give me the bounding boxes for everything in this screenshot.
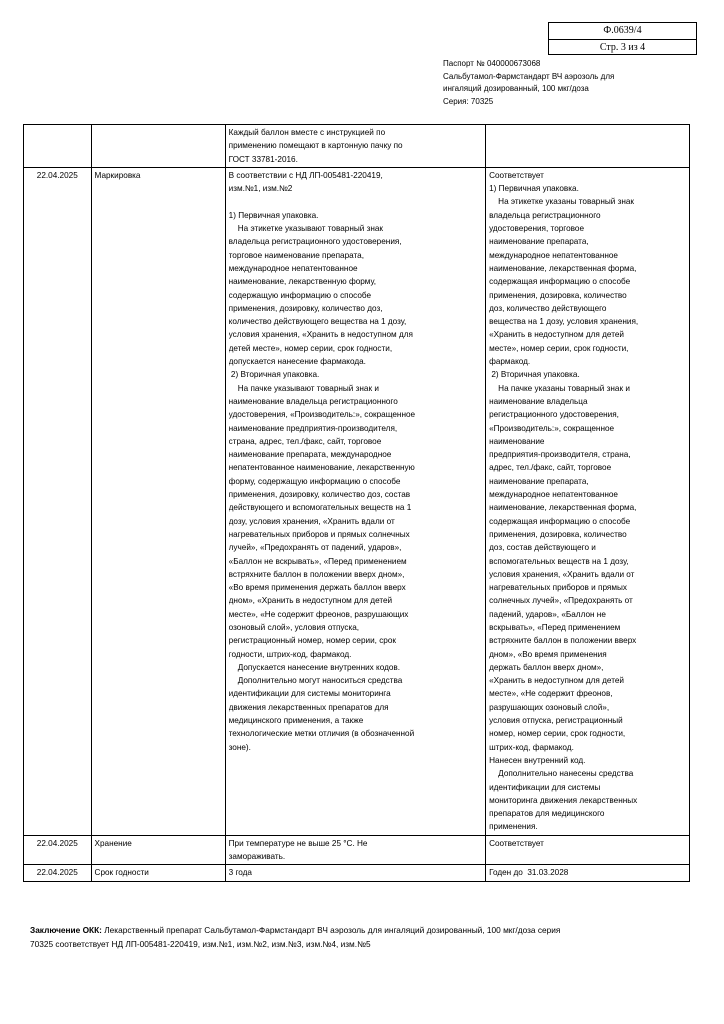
- requirement-line: дном», «Хранить в недоступном для детей: [228, 596, 393, 606]
- result-line: 2) Вторичная упаковка.: [489, 370, 580, 380]
- requirement-line: непатентованное наименование, лекарственную: [228, 463, 415, 473]
- requirement-line: наименование владельца регистрационного: [228, 396, 398, 406]
- result-line: доз, состав действующего и: [489, 543, 596, 553]
- result-cell: [486, 835, 690, 865]
- requirement-line: Допускается нанесение внутренних кодов.: [228, 662, 401, 672]
- requirement-line: 2) Вторичная упаковка.: [228, 370, 320, 380]
- requirement-line: «Баллон не вскрывать», «Перед применением: [228, 556, 407, 566]
- result-line: применения, дозировка, количество: [489, 529, 627, 539]
- result-cell: [486, 167, 690, 835]
- result-line: идентификации для системы: [489, 782, 601, 792]
- requirement-line: наименование предприятия-производителя,: [228, 423, 398, 433]
- requirement-line: условия хранения, «Хранить в недоступном для: [228, 330, 413, 340]
- result-line: международное непатентованное: [489, 490, 618, 500]
- result-line: наименование владельца: [489, 396, 588, 406]
- requirement-line: встряхните баллон в положении вверх дном»,: [228, 569, 405, 579]
- table-row: [24, 167, 690, 835]
- result-line: держать баллон вверх дном»,: [489, 662, 604, 672]
- requirement-line: На пачке указывают товарный знак и: [228, 383, 379, 393]
- table-row: [24, 835, 690, 865]
- result-line: вспомогательных веществ на 1 дозу,: [489, 556, 629, 566]
- result-line: Годен до 31.03.2028: [489, 868, 569, 878]
- result-line: содержащая информацию о способе: [489, 516, 631, 526]
- requirement-line: дозу, условия хранения, «Хранить вдали от: [228, 516, 395, 526]
- result-line: солнечных лучей», «Предохранять от: [489, 596, 633, 606]
- result-line: доз, количество действующего: [489, 303, 607, 313]
- requirement-line: применению помещают в картонную пачку по: [228, 141, 403, 151]
- requirement-line: В соответствии с НД ЛП-005481-220419,: [228, 170, 383, 180]
- result-cell: [486, 125, 690, 168]
- requirement-line: количество действующего вещества на 1 дозу,: [228, 317, 407, 327]
- requirement-line: владельца регистрационного удостоверения,: [228, 237, 402, 247]
- requirement-line: Дополнительно могут наноситься средства: [228, 676, 403, 686]
- form-code-box: [548, 22, 697, 55]
- result-line: наименование препарата,: [489, 237, 589, 247]
- result-line: месте», номер серии, срок годности,: [489, 343, 629, 353]
- passport-number: Паспорт № 040000673068: [443, 59, 541, 68]
- result-line: «Хранить в недоступном для детей: [489, 330, 624, 340]
- requirement-line: При температуре не выше 25 °С. Не: [228, 838, 368, 848]
- requirement-line: озоновый слой», условия отпуска,: [228, 622, 360, 632]
- result-line: применения.: [489, 822, 538, 832]
- result-line: месте», «Не содержит фреонов,: [489, 689, 613, 699]
- result-line: регистрационного удостоверения,: [489, 410, 619, 420]
- result-cell: [486, 865, 690, 881]
- result-line: наименование, лекарственная форма,: [489, 503, 637, 513]
- result-line: «Хранить в недоступном для детей: [489, 676, 624, 686]
- conclusion-label: Заключение ОКК:: [30, 925, 102, 935]
- requirement-line: технологические метки отличия (в обозначенной: [228, 729, 415, 739]
- page-number: Стр. 3 из 4: [549, 39, 696, 56]
- requirement-line: регистрационный номер, номер серии, срок: [228, 636, 396, 646]
- requirement-cell: [225, 835, 485, 865]
- result-line: Соответствует: [489, 170, 544, 180]
- analysis-table: [23, 124, 690, 882]
- table-row: [24, 865, 690, 881]
- date-cell: 22.04.2025: [24, 865, 92, 881]
- requirement-line: идентификации для системы мониторинга: [228, 689, 391, 699]
- requirement-line: применения, дозировку, количество доз, состав: [228, 490, 411, 500]
- requirement-line: 1) Первичная упаковка.: [228, 210, 319, 220]
- result-line: владельца регистрационного: [489, 210, 601, 220]
- requirement-line: применения, дозировку, количество доз,: [228, 303, 383, 313]
- requirement-line: международное непатентованное: [228, 263, 358, 273]
- product-name-line-2: ингаляций дозированный, 100 мкг/доза: [443, 84, 589, 93]
- batch-series: Серия: 70325: [443, 96, 494, 106]
- result-line: номер, номер серии, срок годности,: [489, 729, 626, 739]
- date-cell: [24, 125, 92, 168]
- requirement-line: наименование препарата, международное: [228, 450, 392, 460]
- result-line: условия хранения, «Хранить вдали от: [489, 569, 635, 579]
- result-line: «Производитель:», сокращенное: [489, 423, 615, 433]
- result-line: препаратов для медицинского: [489, 809, 605, 819]
- result-line: содержащая информацию о способе: [489, 277, 631, 287]
- result-line: На этикетке указаны товарный знак: [489, 197, 634, 207]
- date-cell: 22.04.2025: [24, 835, 92, 865]
- result-line: вскрывать», «Перед применением: [489, 622, 621, 632]
- indicator-cell: Срок годности: [91, 865, 225, 881]
- date-cell: 22.04.2025: [24, 167, 92, 835]
- indicator-cell: [91, 125, 225, 168]
- product-name-line-1: Сальбутамол-Фармстандарт ВЧ аэрозоль для: [443, 71, 615, 81]
- result-line: Соответствует: [489, 838, 544, 848]
- requirement-line: «Во время применения держать баллон вверх: [228, 583, 406, 593]
- table-row: [24, 125, 690, 168]
- requirement-cell: [225, 865, 485, 881]
- requirement-line: торговое наименование препарата,: [228, 250, 364, 260]
- requirement-line: Каждый баллон вместе с инструкцией по: [228, 128, 386, 137]
- requirement-line: лучей», «Предохранять от падений, ударов»,: [228, 543, 402, 553]
- requirement-line: детей месте», номер серии, срок годности,: [228, 343, 393, 353]
- conclusion: [30, 923, 570, 951]
- result-line: предприятия-производителя, страна,: [489, 450, 631, 460]
- result-line: наименование препарата,: [489, 476, 589, 486]
- requirement-line: действующего и вспомогательных веществ на 1: [228, 503, 412, 513]
- result-line: штрих-код, фармакод.: [489, 742, 574, 752]
- result-line: На пачке указаны товарный знак и: [489, 383, 630, 393]
- requirement-line: удостоверения, «Производитель:», сокращенное: [228, 410, 416, 420]
- requirement-cell: [225, 167, 485, 835]
- requirement-line: 3 года: [228, 868, 252, 878]
- result-line: условия отпуска, регистрационный: [489, 716, 623, 726]
- result-line: наименование: [489, 436, 545, 446]
- result-line: удостоверения, торговое: [489, 224, 585, 234]
- result-line: разрушающих озоновый слой»,: [489, 702, 610, 712]
- result-line: дном», «Во время применения: [489, 649, 607, 659]
- result-line: адрес, тел./факс, сайт, торговое: [489, 463, 612, 473]
- requirement-line: На этикетке указывают товарный знак: [228, 224, 384, 234]
- requirement-line: зоне).: [228, 742, 251, 752]
- passport-header: [443, 58, 614, 108]
- result-line: вещества на 1 дозу, условия хранения,: [489, 317, 639, 327]
- requirement-line: медицинского применения, а также: [228, 716, 364, 726]
- result-line: Нанесен внутренний код.: [489, 755, 586, 765]
- form-code: Ф.0639/4: [603, 25, 642, 36]
- result-line: Дополнительно нанесены средства: [489, 769, 634, 779]
- result-line: международное непатентованное: [489, 250, 618, 260]
- requirement-line: допускается нанесение фармакода.: [228, 357, 366, 367]
- result-line: 1) Первичная упаковка.: [489, 184, 579, 194]
- result-line: наименование, лекарственная форма,: [489, 263, 637, 273]
- requirement-line: форму, содержащую информацию о способе: [228, 476, 401, 486]
- result-line: применения, дозировка, количество: [489, 290, 627, 300]
- result-line: фармакод.: [489, 357, 531, 367]
- requirement-line: ГОСТ 33781-2016.: [228, 154, 298, 164]
- requirement-line: движения лекарственных препаратов для: [228, 702, 389, 712]
- requirement-line: нагревательных приборов и прямых солнечных: [228, 529, 410, 539]
- result-line: падений, ударов», «Баллон не: [489, 609, 606, 619]
- requirement-line: годности, штрих-код, фармакод.: [228, 649, 352, 659]
- requirement-line: месте», «Не содержит фреонов, разрушающих: [228, 609, 409, 619]
- result-line: нагревательных приборов и прямых: [489, 583, 627, 593]
- indicator-cell: Хранение: [91, 835, 225, 865]
- result-line: мониторинга движения лекарственных: [489, 795, 638, 805]
- requirement-cell: [225, 125, 485, 168]
- conclusion-text: Лекарственный препарат Сальбутамол-Фармстандарт ВЧ аэрозоль для ингаляций дозированный, 100 мкг/доза серия 70325 соответствует НД ЛП-005481-220419, изм.№1, изм.№2, изм.№3, изм.№4, изм.№5: [30, 925, 561, 949]
- requirement-line: наименование, лекарственную форму,: [228, 277, 377, 287]
- requirement-line: страна, адрес, тел./факс, сайт, торговое: [228, 436, 382, 446]
- requirement-line: содержащую информацию о способе: [228, 290, 372, 300]
- indicator-cell: Маркировка: [91, 167, 225, 835]
- requirement-line: изм.№1, изм.№2: [228, 184, 293, 194]
- requirement-line: [229, 195, 482, 208]
- result-line: встряхните баллон в положении вверх: [489, 636, 637, 646]
- requirement-line: замораживать.: [228, 852, 286, 862]
